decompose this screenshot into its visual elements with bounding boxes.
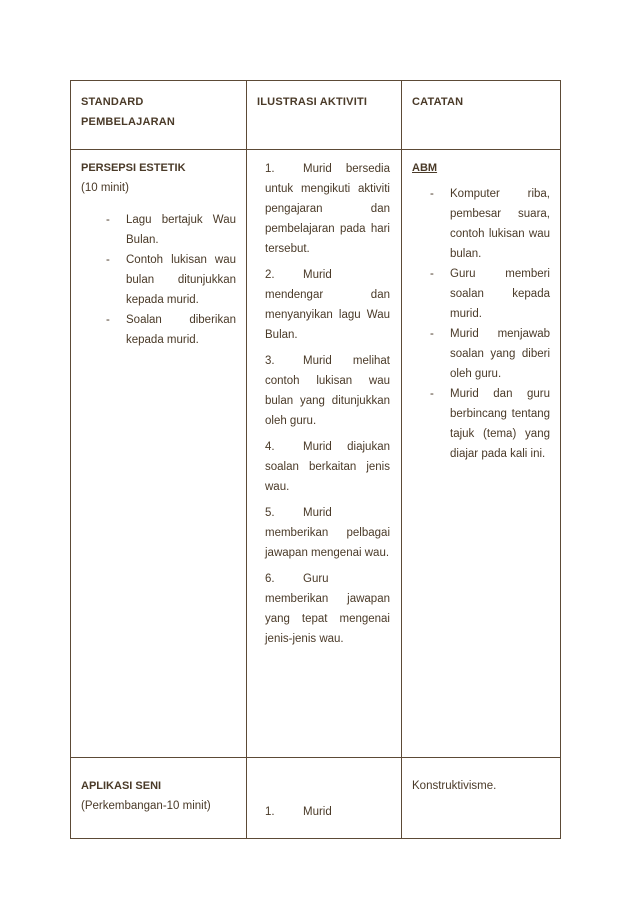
- table-row-persepsi: [71, 150, 561, 758]
- list-item: - Soalan diberikan kepada murid.: [106, 314, 236, 346]
- section-duration: (Perkembangan-10 minit): [81, 800, 211, 812]
- section-duration: (10 minit): [81, 182, 129, 194]
- header-cell-standard: [71, 81, 247, 150]
- section-title: APLIKASI SENI: [81, 780, 162, 792]
- header-standard: STANDARD PEMBELAJARAN: [81, 96, 176, 128]
- lesson-plan-table: [70, 80, 561, 839]
- list-item: 4. Murid diajukan soalan berkaitan jenis wau.: [265, 441, 390, 493]
- list-item: - Murid menjawab soalan yang diberi oleh guru.: [430, 328, 550, 380]
- notes-list: [412, 184, 550, 464]
- list-item: 5. Murid memberikan pelbagai jawapan mengenai wau.: [265, 507, 390, 559]
- abm-label: ABM: [412, 162, 438, 174]
- header-cell-notes: [402, 81, 561, 150]
- list-item: - Contoh lukisan wau bulan ditunjukkan kepada murid.: [106, 254, 236, 306]
- cell-notes-aplikasi: [402, 758, 561, 839]
- notes-text: Konstruktivisme.: [412, 780, 497, 792]
- cell-standard-aplikasi: [71, 758, 247, 839]
- table-header-row: [71, 81, 561, 150]
- list-item: - Komputer riba, pembesar suara, contoh lukisan wau bulan.: [430, 188, 550, 260]
- list-item: 1. Murid bersedia untuk mengikuti aktiviti pengajaran dan pembelajaran pada hari tersebut.: [265, 163, 390, 255]
- cell-notes-persepsi: [402, 150, 561, 758]
- section-title: PERSEPSI ESTETIK: [81, 162, 186, 174]
- list-item: 3. Murid melihat contoh lukisan wau bulan yang ditunjukkan oleh guru.: [265, 355, 390, 427]
- activity-steps: [265, 159, 390, 649]
- list-item: 1. Murid: [265, 806, 332, 818]
- cell-activity-aplikasi: [247, 758, 402, 839]
- header-cell-illustration: [247, 81, 402, 150]
- list-item: - Lagu bertajuk Wau Bulan.: [106, 214, 236, 246]
- header-notes: CATATAN: [412, 96, 464, 108]
- list-item: - Murid dan guru berbincang tentang tajuk (tema) yang diajar pada kali ini.: [430, 388, 550, 460]
- cell-standard-persepsi: [71, 150, 247, 758]
- standard-list: [81, 210, 236, 350]
- list-item: - Guru memberi soalan kepada murid.: [430, 268, 550, 320]
- header-illustration: ILUSTRASI AKTIVITI: [257, 96, 368, 108]
- cell-activity-persepsi: [247, 150, 402, 758]
- list-item: 6. Guru memberikan jawapan yang tepat mengenai jenis-jenis wau.: [265, 573, 390, 645]
- list-item: 2. Murid mendengar dan menyanyikan lagu Wau Bulan.: [265, 269, 390, 341]
- table-row-aplikasi: [71, 758, 561, 839]
